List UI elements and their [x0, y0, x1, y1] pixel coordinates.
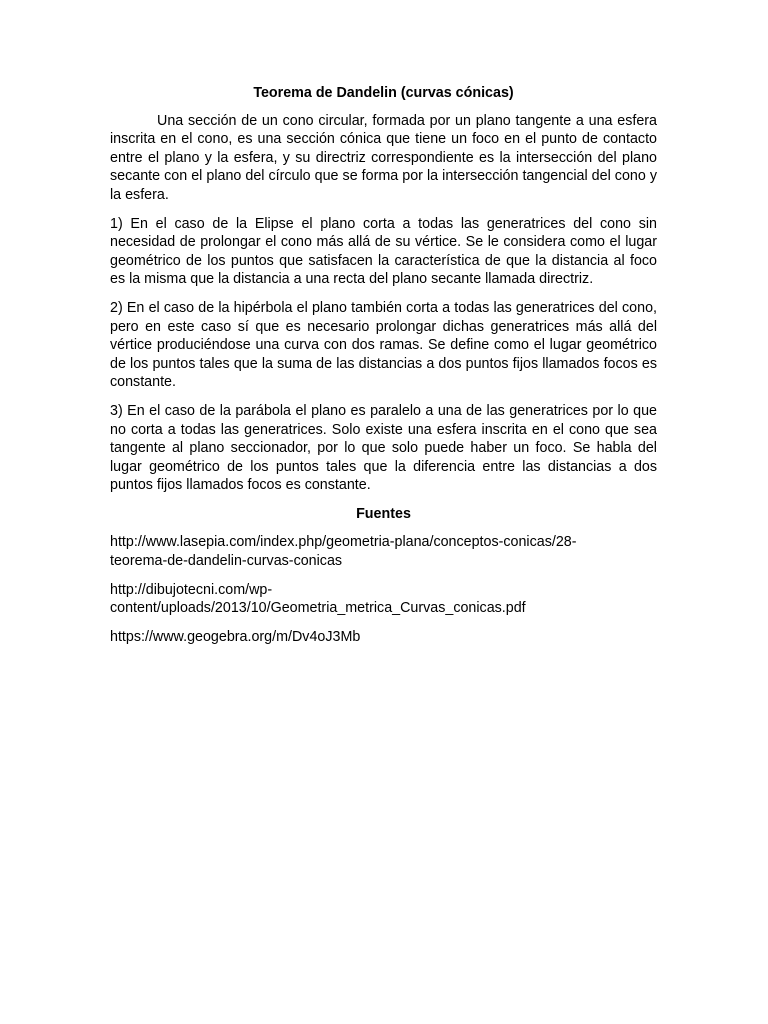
document-title: Teorema de Dandelin (curvas cónicas): [253, 85, 514, 101]
source-link-geogebra[interactable]: [110, 628, 657, 647]
sources-heading: Fuentes: [356, 505, 411, 522]
source-link-line: teorema-de-dandelin-curvas-conicas: [110, 553, 343, 570]
paragraph-parabola: 3) En el caso de la parábola el plano es paralelo a una de las generatrices por lo que no corta a todas las generatrices. Solo existe una esfera inscrita en el cono que sea tangente al plano seccionador, por lo que solo puede haber un foco. Se habla del lugar geométrico de los puntos tales que la diferencia entre las distancias a dos puntos fijos llamados focos es constante.: [110, 402, 657, 494]
source-link-line: https://www.geogebra.org/m/Dv4oJ3Mb: [110, 628, 361, 645]
source-link-line: http://www.lasepia.com/index.php/geometria-plana/conceptos-conicas/28-: [110, 534, 577, 551]
paragraph-ellipse: 1) En el caso de la Elipse el plano corta a todas las generatrices del cono sin necesidad de prolongar el cono más allá de su vértice. Se le considera como el lugar geométrico de los puntos que satisfacen la característica de que la distancia al foco es la misma que la distancia a una recta del plano secante llamada directriz.: [110, 215, 657, 288]
source-link-dibujotecni[interactable]: [110, 581, 657, 618]
source-link-line: http://dibujotecni.com/wp-: [110, 581, 273, 598]
document-page: [110, 84, 657, 656]
source-link-lasepia[interactable]: [110, 533, 657, 570]
source-link-line: content/uploads/2013/10/Geometria_metrica_Curvas_conicas.pdf: [110, 600, 526, 617]
paragraph-hyperbola: 2) En el caso de la hipérbola el plano también corta a todas las generatrices del cono, pero en este caso sí que es necesario prolongar dichas generatrices más allá del vértice produciéndose una curva con dos ramas. Se define como el lugar geométrico de los puntos tales que la suma de las distancias a dos puntos fijos llamados focos es constante.: [110, 299, 657, 391]
intro-paragraph: Una sección de un cono circular, formada por un plano tangente a una esfera inscrita en el cono, es una sección cónica que tiene un foco en el punto de contacto entre el plano y la esfera, y su directriz correspondiente es la intersección del plano secante con el plano del círculo que se forma por la intersección tangencial del cono y la esfera.: [110, 112, 657, 203]
